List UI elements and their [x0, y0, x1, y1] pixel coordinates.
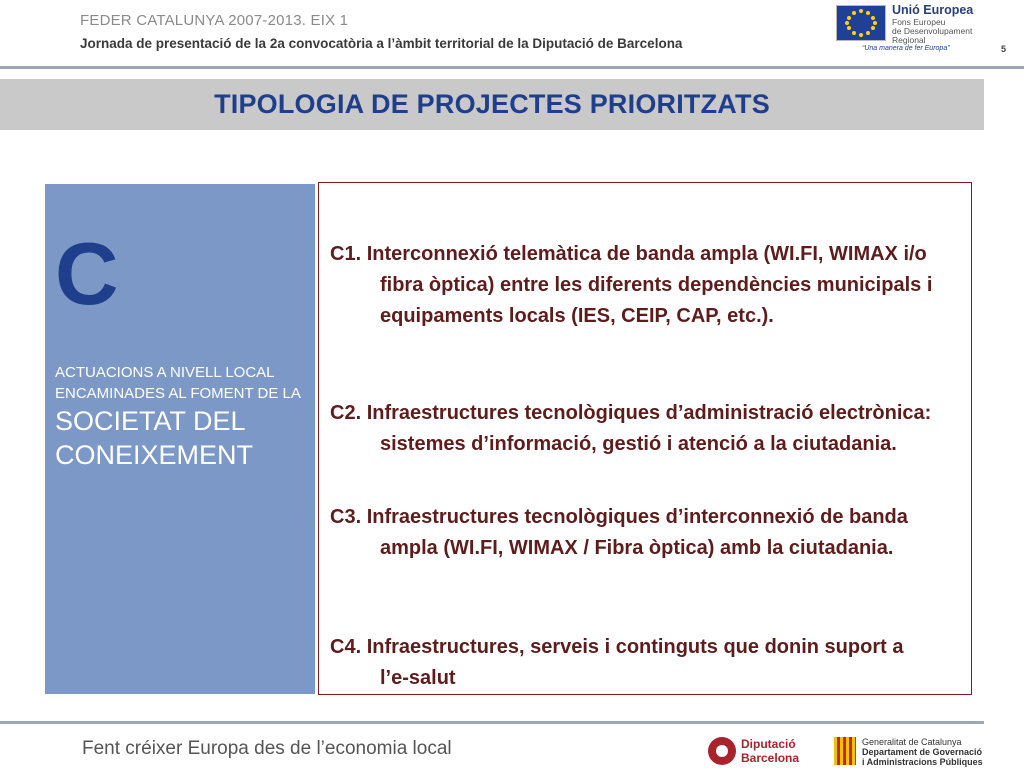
eu-motto: “Una manera de fer Europa” — [862, 45, 950, 52]
item-text: Infraestructures tecnològiques d’administració electrònica: — [366, 402, 932, 424]
item-code: C2. — [330, 402, 362, 424]
page-number: 5 — [1001, 44, 1007, 54]
item-text: Infraestructures tecnològiques d’interconnexió de banda — [366, 506, 908, 528]
eu-flag-icon — [836, 5, 886, 41]
item-code: C3. — [330, 506, 362, 528]
item-text-continuation: ampla (WI.FI, WIMAX / Fibra òptica) amb la ciutadania. — [380, 537, 894, 559]
footer-slogan: Fent créixer Europa des de l’economia local — [82, 738, 452, 759]
item-text-continuation: fibra òptica) entre les diferents dependències municipals i equipaments locals (IES, CEIP, CAP, etc.). — [380, 274, 933, 327]
item-code: C1. — [330, 243, 362, 265]
item-text-continuation: sistemes d’informació, gestió i atenció a la ciutadania. — [380, 433, 897, 455]
eu-fund-name: Fons Europeu de Desenvolupament Regional — [892, 17, 973, 45]
eu-title: Unió Europea — [892, 3, 974, 17]
senyera-icon — [834, 737, 856, 765]
list-item — [330, 632, 966, 694]
list-item — [330, 502, 966, 564]
category-panel — [45, 184, 315, 694]
eu-logo — [836, 3, 986, 55]
projects-list — [318, 182, 972, 695]
list-item — [330, 398, 966, 460]
title-bar — [0, 79, 984, 130]
header-divider — [0, 66, 1024, 69]
event-subtitle: Jornada de presentació de la 2a convocatòria a l’àmbit territorial de la Diputació de Barcelona — [80, 36, 683, 51]
category-letter: C — [55, 224, 119, 323]
slide-title: TIPOLOGIA DE PROJECTES PRIORITZATS — [214, 89, 770, 119]
item-code: C4. — [330, 636, 362, 658]
list-item — [330, 239, 966, 332]
footer-divider — [0, 721, 984, 724]
category-caption-large: SOCIETAT DEL CONEIXEMENT — [55, 406, 254, 470]
item-text: Interconnexió telemàtica de banda ampla (WI.FI, WIMAX i/o — [366, 243, 927, 265]
program-label: FEDER CATALUNYA 2007-2013. EIX 1 — [80, 12, 349, 29]
category-caption — [55, 362, 313, 472]
diputacio-logo: Diputació Barcelona — [708, 736, 818, 766]
item-text-continuation: l’e-salut — [380, 667, 456, 689]
diputacio-emblem-icon — [708, 737, 736, 765]
category-caption-small: ACTUACIONS A NIVELL LOCAL ENCAMINADES AL FOMENT DE LA — [55, 364, 301, 402]
item-text: Infraestructures, serveis i continguts que donin suport a — [366, 636, 904, 658]
generalitat-logo: Generalitat de Catalunya Departament de Governació i Administracions Públiques — [834, 736, 984, 768]
